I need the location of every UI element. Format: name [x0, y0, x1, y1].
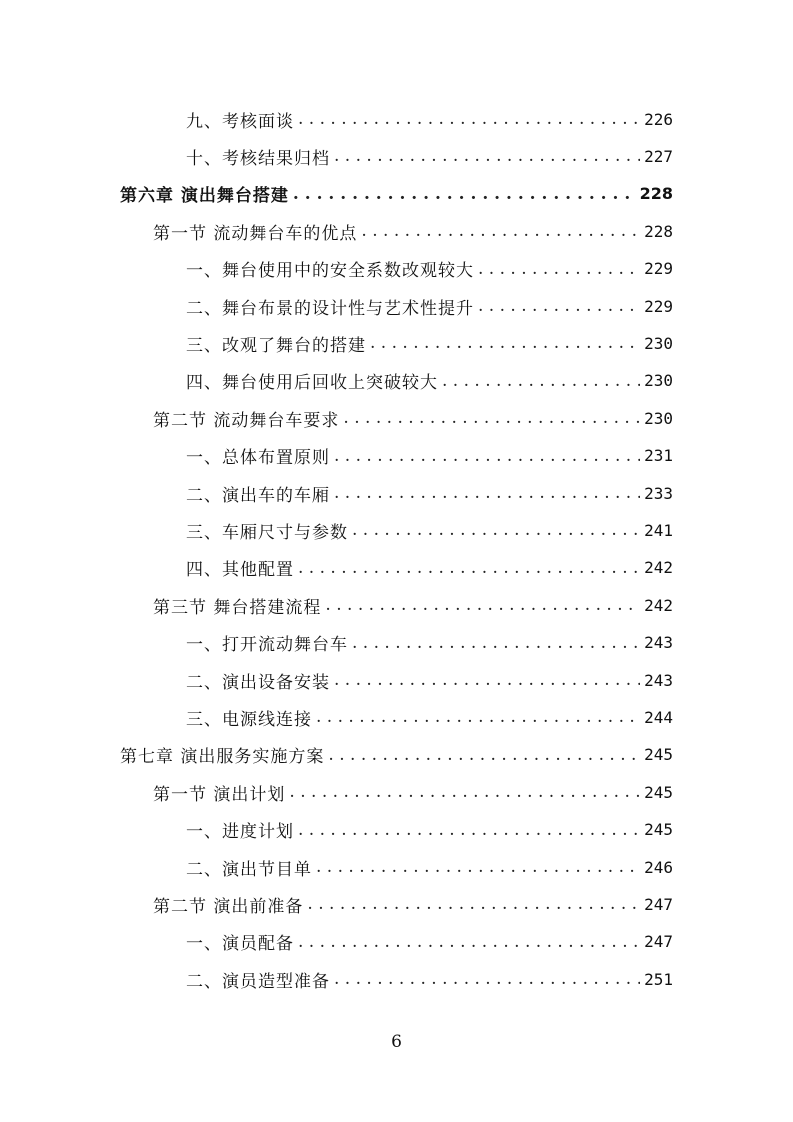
toc-entry-page: 244: [644, 707, 673, 727]
toc-entry[interactable]: [186, 250, 673, 288]
toc-entry[interactable]: [186, 437, 673, 475]
dot-leader: [316, 707, 640, 727]
toc-entry-page: 243: [644, 670, 673, 690]
toc-entry-page: 230: [644, 371, 673, 391]
toc-entry[interactable]: [186, 549, 673, 587]
toc-entry[interactable]: [186, 137, 673, 175]
toc-entry-title: 二、演员造型准备: [186, 971, 330, 992]
toc-entry-page: 226: [644, 109, 673, 129]
toc-entry-title: 一、进度计划: [186, 822, 294, 843]
toc-entry[interactable]: [153, 586, 673, 624]
dot-leader: [343, 408, 640, 428]
toc-entry-title: 三、改观了舞台的搭建: [186, 335, 366, 356]
toc-entry[interactable]: [186, 474, 673, 512]
toc-entry-page: 229: [644, 296, 673, 316]
dot-leader: [316, 857, 640, 877]
dot-leader: [478, 296, 640, 316]
toc-entry-title: 二、演出设备安装: [186, 672, 330, 693]
dot-leader: [352, 633, 640, 653]
dot-leader: [370, 333, 640, 353]
toc-entry-page: 245: [644, 820, 673, 840]
toc-entry-title: 第二节 流动舞台车要求: [153, 410, 340, 431]
dot-leader: [298, 932, 640, 952]
toc-entry-page: 227: [644, 146, 673, 166]
dot-leader: [334, 446, 640, 466]
dot-leader: [298, 820, 640, 840]
toc-entry[interactable]: [120, 175, 673, 213]
toc-entry[interactable]: [186, 362, 673, 400]
toc-entry-page: 233: [644, 483, 673, 503]
dot-leader: [293, 184, 636, 204]
toc-entry-page: 242: [644, 595, 673, 615]
toc-entry-title: 第二节 演出前准备: [153, 896, 304, 917]
toc-entry-title: 第一节 演出计划: [153, 784, 286, 805]
dot-leader: [298, 558, 640, 578]
toc-entry-page: 231: [644, 446, 673, 466]
page-number: 6: [391, 1032, 402, 1052]
toc-entry-page: 228: [644, 221, 673, 241]
dot-leader: [334, 670, 640, 690]
toc-entry[interactable]: [186, 848, 673, 886]
toc-entry-page: 242: [644, 558, 673, 578]
toc-entry-page: 247: [644, 932, 673, 952]
toc-entry-page: 243: [644, 633, 673, 653]
toc-entry-title: 第三节 舞台搭建流程: [153, 597, 322, 618]
toc-entry-title: 九、考核面谈: [186, 111, 294, 132]
toc-entry-title: 二、演出车的车厢: [186, 485, 330, 506]
toc-entry-page: 247: [644, 894, 673, 914]
toc-entry-title: 二、舞台布景的设计性与艺术性提升: [186, 298, 474, 319]
toc-entry-page: 228: [639, 184, 673, 204]
toc-entry-page: 230: [644, 333, 673, 353]
dot-leader: [334, 146, 640, 166]
toc-entry[interactable]: [186, 324, 673, 362]
toc-entry-title: 一、总体布置原则: [186, 448, 330, 469]
toc-entry-title: 一、舞台使用中的安全系数改观较大: [186, 261, 474, 282]
dot-leader: [289, 782, 640, 802]
toc-entry[interactable]: [186, 923, 673, 961]
toc-entry-title: 第七章 演出服务实施方案: [120, 747, 325, 768]
toc-entry-title: 三、电源线连接: [186, 709, 312, 730]
toc-entry-title: 第一节 流动舞台车的优点: [153, 223, 358, 244]
toc-entry[interactable]: [186, 811, 673, 849]
dot-leader: [334, 483, 640, 503]
toc-entry[interactable]: [186, 511, 673, 549]
toc-entry[interactable]: [186, 698, 673, 736]
dot-leader: [442, 371, 640, 391]
toc-entry[interactable]: [186, 100, 673, 138]
toc-entry[interactable]: [153, 773, 673, 811]
dot-leader: [334, 969, 640, 989]
toc-entry[interactable]: [153, 399, 673, 437]
toc-entry-title: 四、其他配置: [186, 560, 294, 581]
toc-entry[interactable]: [186, 624, 673, 662]
toc-entry-page: 230: [644, 408, 673, 428]
toc-entry-title: 三、车厢尺寸与参数: [186, 522, 348, 543]
toc-entry-page: 241: [644, 520, 673, 540]
toc-entry-title: 一、打开流动舞台车: [186, 635, 348, 656]
toc-entry-title: 第六章 演出舞台搭建: [120, 186, 289, 207]
dot-leader: [361, 221, 640, 241]
toc-entry[interactable]: [186, 661, 673, 699]
toc-entry-title: 一、演员配备: [186, 934, 294, 955]
toc-entry[interactable]: [120, 736, 673, 774]
dot-leader: [298, 109, 640, 129]
toc-entry-page: 251: [644, 969, 673, 989]
toc-entry[interactable]: [186, 287, 673, 325]
toc-entry[interactable]: [153, 885, 673, 923]
toc-entry[interactable]: [153, 212, 673, 250]
toc-entry-page: 245: [644, 745, 673, 765]
toc-entry-page: 229: [644, 259, 673, 279]
toc-entry-title: 十、考核结果归档: [186, 148, 330, 169]
dot-leader: [352, 520, 640, 540]
toc-entry-page: 245: [644, 782, 673, 802]
toc-entry[interactable]: [186, 960, 673, 998]
toc-entry-page: 246: [644, 857, 673, 877]
toc-entry-title: 二、演出节目单: [186, 859, 312, 880]
dot-leader: [325, 595, 640, 615]
toc-entry-title: 四、舞台使用后回收上突破较大: [186, 373, 438, 394]
dot-leader: [478, 259, 640, 279]
dot-leader: [328, 745, 640, 765]
dot-leader: [307, 894, 640, 914]
